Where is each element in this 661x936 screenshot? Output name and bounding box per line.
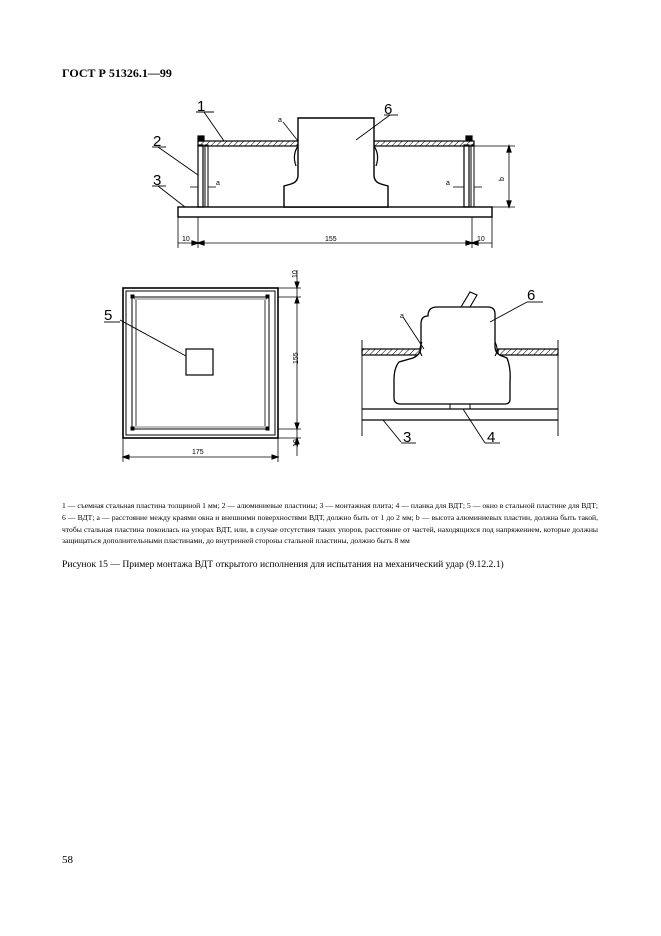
detail-view bbox=[362, 292, 558, 443]
callout-6-top: 6 bbox=[384, 101, 393, 118]
dim-155-vert: 155 bbox=[293, 352, 300, 364]
steel-plate-right bbox=[371, 141, 474, 146]
dim-a-detail: a bbox=[400, 313, 404, 320]
aluminum-plate-left bbox=[198, 145, 203, 207]
dim-a-left: a bbox=[216, 180, 220, 187]
dim-175: 175 bbox=[192, 449, 204, 456]
side-section-view bbox=[152, 112, 515, 248]
document-header: ГОСТ Р 51326.1—99 bbox=[62, 66, 172, 80]
figure-legend: 1 — съемная стальная пластина толщиной 1 мм; 2 — алюминиевые пластины; 3 — монтажная плита; 4 — планка для ВДТ; 5 — окно в стальной пластине для ВДТ; 6 — ВДТ; a — расстояние между краями окна и внешними поверхностями ВДТ, должно быть от 1 до 2 мм; b — высота алюминиевых пластин, должна быть такой, чтобы стальная пластина покоилась на упорах ВДТ, или, в случае отсутствия таких упоров, расстояние от частей, находящихся под напряжением, которые должны защищаться дополнительными пластинами, до внутренней стороны стальной пластины, должно быть 8 мм bbox=[62, 501, 598, 546]
callout-1: 1 bbox=[197, 98, 206, 115]
callout-2: 2 bbox=[153, 133, 162, 150]
dim-10-bottom: 10 bbox=[293, 439, 300, 447]
device-outline bbox=[284, 118, 388, 207]
figure-caption: Рисунок 15 — Пример монтажа ВДТ открытого исполнения для испытания на механический удар (9.12.2.1) bbox=[62, 559, 504, 570]
steel-plate-left bbox=[198, 141, 300, 146]
dim-a-top: a bbox=[278, 117, 282, 124]
callout-6-detail: 6 bbox=[527, 287, 536, 304]
callout-5: 5 bbox=[104, 307, 113, 324]
dim-10-left: 10 bbox=[182, 236, 190, 243]
dim-b: b bbox=[499, 177, 506, 181]
callout-4: 4 bbox=[487, 429, 496, 446]
aluminum-plate-right bbox=[464, 145, 469, 207]
mounting-plate bbox=[178, 207, 492, 217]
plan-view bbox=[104, 270, 301, 462]
dim-10-top: 10 bbox=[292, 270, 299, 278]
dim-10-right: 10 bbox=[477, 236, 485, 243]
dim-155: 155 bbox=[325, 236, 337, 243]
callout-3-detail: 3 bbox=[403, 429, 412, 446]
callout-3: 3 bbox=[153, 172, 162, 189]
window bbox=[186, 349, 213, 375]
page-number: 58 bbox=[62, 854, 73, 866]
dim-a-right: a bbox=[446, 180, 450, 187]
